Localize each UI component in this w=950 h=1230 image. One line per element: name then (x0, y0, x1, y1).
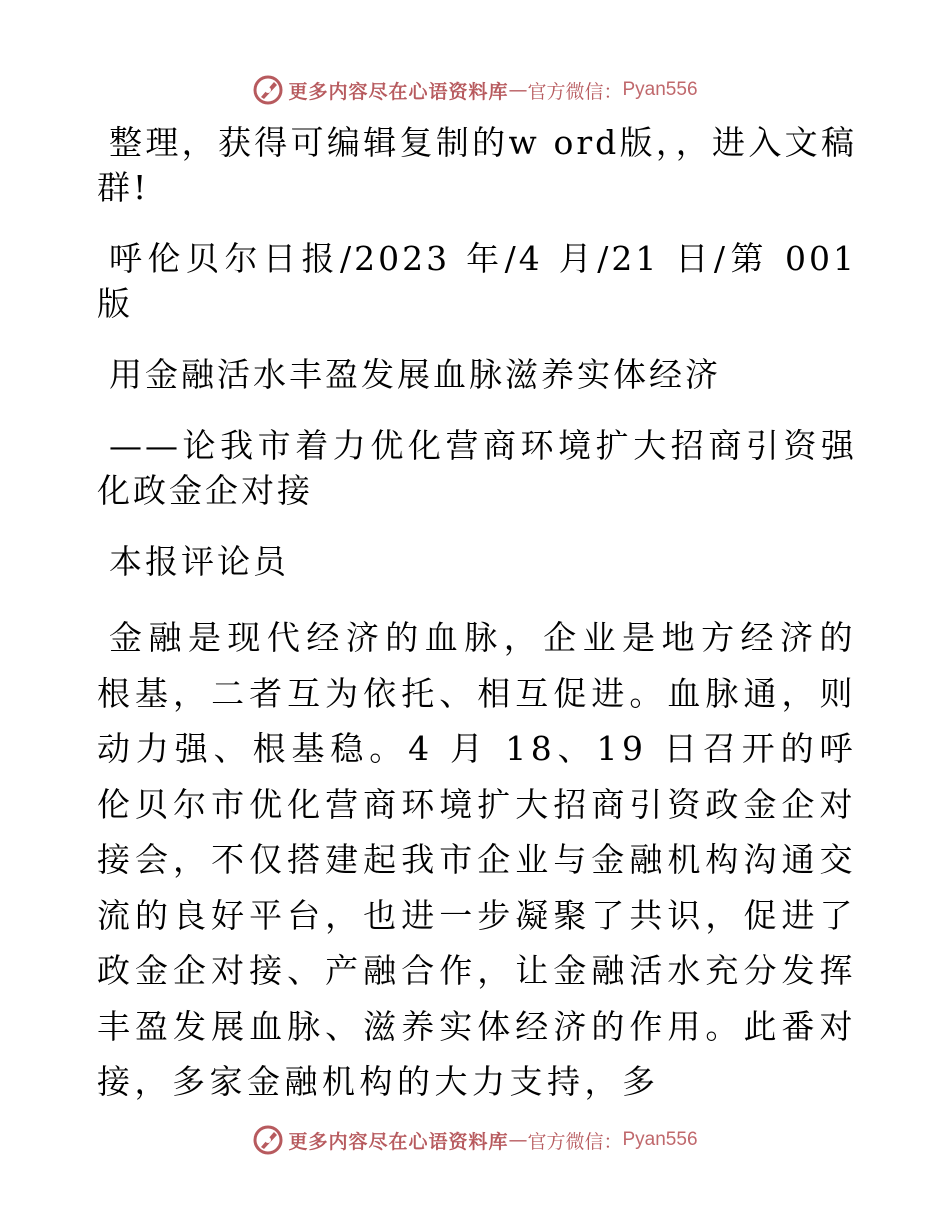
watermark-label: 官方微信： (527, 1130, 623, 1153)
watermark-id: Pyan556 (622, 79, 698, 100)
watermark-id: Pyan556 (622, 1129, 698, 1150)
quill-seal-logo-icon (252, 1124, 284, 1156)
article-title: 用金融活水丰盈发展血脉滋养实体经济 (109, 355, 721, 394)
footer-watermark (0, 1120, 950, 1160)
watermark-separator: — (508, 1129, 528, 1151)
watermark-text: 更多内容尽在心语资料库 (288, 80, 509, 103)
watermark-label: 官方微信： (527, 80, 623, 103)
quill-seal-logo-icon (252, 74, 284, 106)
watermark-separator: — (508, 79, 528, 101)
header-watermark (0, 70, 950, 110)
document-body (97, 120, 857, 1136)
watermark-text: 更多内容尽在心语资料库 (288, 1130, 509, 1153)
intro-text: 整理，获得可编辑复制的w ord版，，进入文稿群! (97, 123, 857, 207)
body-paragraph: 金融是现代经济的血脉，企业是地方经济的根基，二者互为依托、相互促进。血脉通，则动力强、根基稳。4 月 18、19 日召开的呼伦贝尔市优化营商环境扩大招商引资政金企对接会，不仅搭建起我市企业与金融机构沟通交流的良好平台，也进一步凝聚了共识，促进了政金企对接、产融合作，让金融活水充分发挥丰盈发展血脉、滋养实体经济的作用。此番对接，多家金融机构的大力支持，多 (97, 618, 857, 1101)
article-subtitle: ——论我市着力优化营商环境扩大招商引资强化政金企对接 (97, 426, 857, 510)
author-line: 本报评论员 (109, 542, 289, 581)
dateline: 呼伦贝尔日报/2023 年/4 月/21 日/第 001 版 (97, 239, 857, 323)
